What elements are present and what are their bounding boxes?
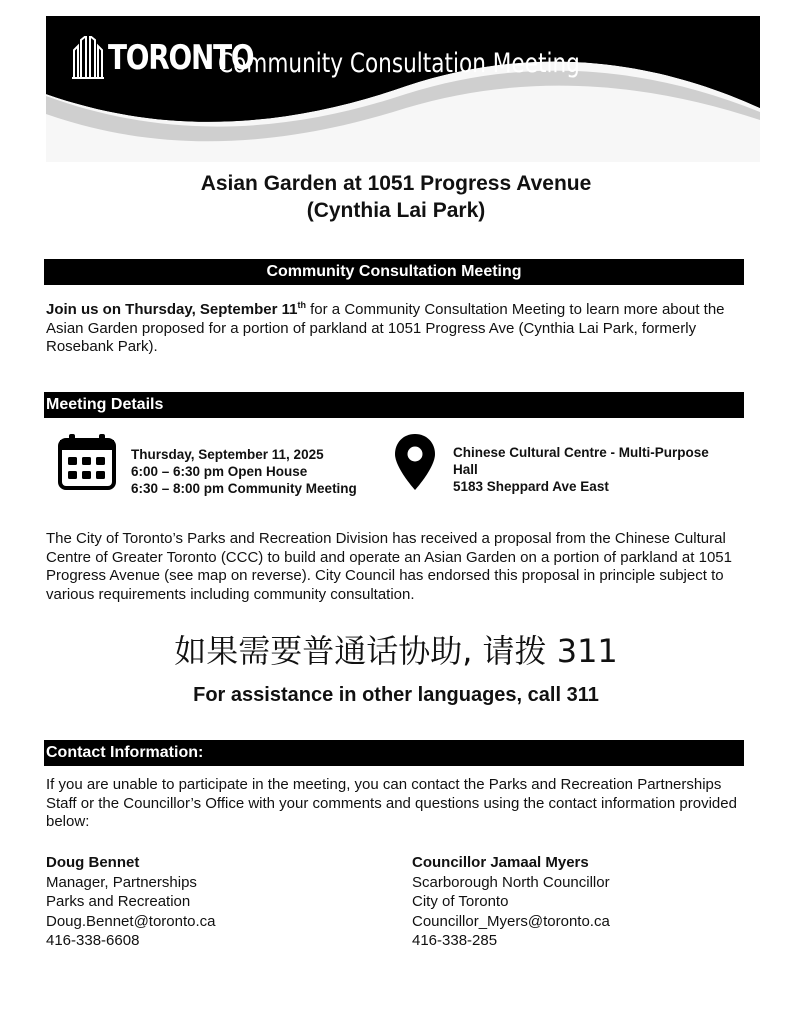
venue-name-line1: Chinese Cultural Centre - Multi-Purpose (453, 445, 709, 460)
language-assistance-notice: For assistance in other languages, call 311 (193, 684, 599, 706)
intro-paragraph (46, 296, 746, 357)
contact-card-staff (46, 853, 216, 951)
contact-department: City of Toronto (412, 893, 509, 910)
community-meeting-time: 6:30 – 8:00 pm Community Meeting (131, 481, 357, 496)
section-heading-contact: Contact Information: (44, 740, 744, 766)
contact-title: Scarborough North Councillor (412, 873, 610, 891)
contact-phone: 416-338-285 (412, 932, 498, 949)
calendar-icon (57, 433, 117, 491)
venue-address: 5183 Sheppard Ave East (453, 479, 609, 494)
proposal-paragraph: The City of Toronto’s Parks and Recreation Division has received a proposal from the Chinese Cultural Centre of Greater Toronto (CCC) to build and operate an Asian Garden on a portion of parkland at 1051 Progress Avenue (see map on reverse). City Council has endorsed this proposal in principle subject to various requirements including community consultation. (46, 530, 732, 603)
page-title-line2: (Cynthia Lai Park) (306, 199, 486, 222)
intro-date-suffix: th (297, 300, 306, 310)
venue-name-line2: Hall (453, 462, 478, 477)
banner-subtitle: Community Consultation Meeting (218, 48, 580, 79)
city-hall-logo-icon (72, 36, 104, 80)
page-title-line1: Asian Garden at 1051 Progress Avenue (200, 172, 592, 195)
intro-text: for a Community Consultation Meeting to learn more about the Asian Garden proposed for a portion of parkland at 1051 Progress Ave (Cynthia Lai Park, formerly Rosebank Park). (46, 301, 725, 355)
intro-date-bold: Join us on Thursday, September 11 (46, 301, 298, 318)
contact-name: Councillor Jamaal Myers (412, 854, 589, 871)
meeting-date: Thursday, September 11, 2025 (131, 447, 324, 462)
contact-card-councillor (412, 853, 610, 951)
open-house-time: 6:00 – 6:30 pm Open House (131, 464, 308, 479)
section-heading-details: Meeting Details (44, 392, 744, 418)
contact-email[interactable]: Doug.Bennet@toronto.ca (46, 912, 216, 930)
meeting-venue (453, 444, 709, 495)
contact-title: Manager, Partnerships (46, 873, 197, 891)
section-heading-meeting: Community Consultation Meeting (44, 259, 744, 285)
contact-name: Doug Bennet (46, 854, 140, 871)
brand-wordmark: TORONTO (108, 38, 254, 78)
contact-email[interactable]: Councillor_Myers@toronto.ca (412, 912, 610, 930)
map-pin-icon (393, 432, 437, 492)
mandarin-assistance-notice: 如果需要普通话协助, 请拨 311 (174, 632, 618, 670)
contact-phone: 416-338-6608 (46, 932, 140, 949)
contact-department: Parks and Recreation (46, 893, 191, 910)
meeting-times (131, 446, 357, 497)
contact-intro-paragraph: If you are unable to participate in the meeting, you can contact the Parks and Recreation Partnerships Staff or the Councillor’s Office with your comments and questions using the contact information provided below: (46, 776, 737, 830)
